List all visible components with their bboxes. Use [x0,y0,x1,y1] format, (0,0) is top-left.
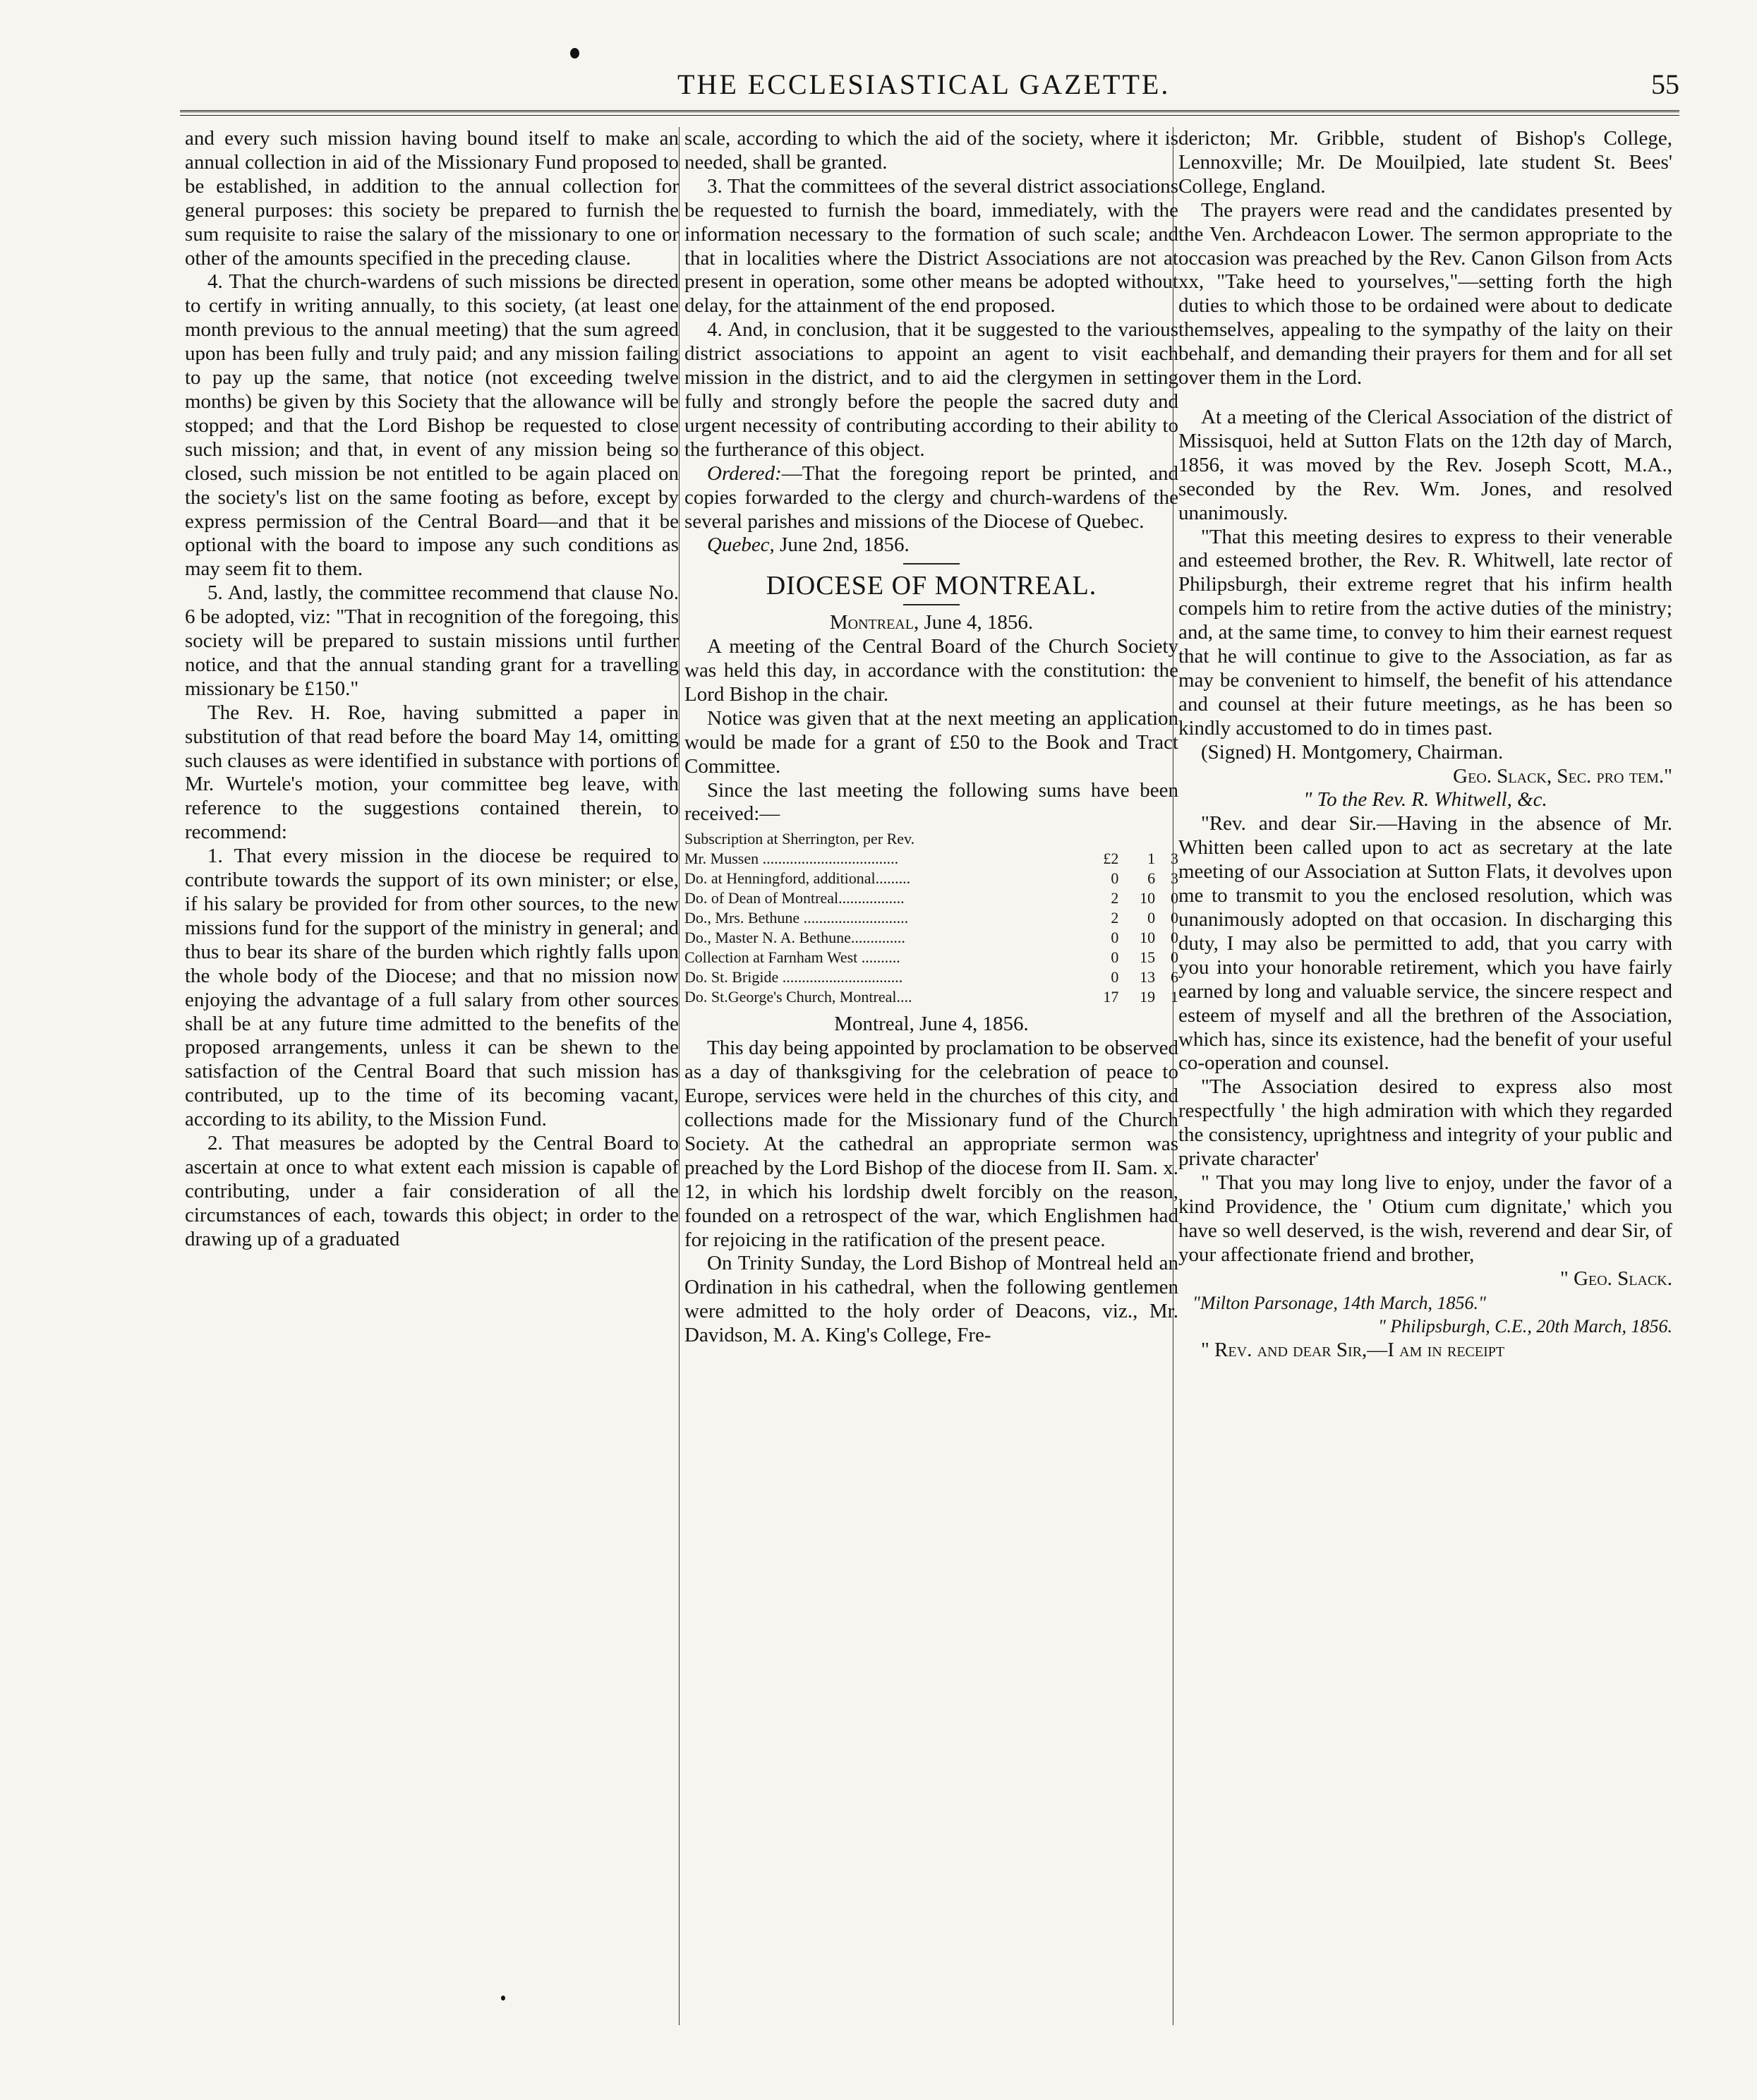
dateline-date: June 2nd, 1856. [780,533,910,557]
ordered-label: Ordered: [707,461,782,485]
paragraph: The Rev. H. Roe, having submitted a paper in substitution of that read before the board May 14, omitting such clauses as were identified in substance with portions of Mr. Wurtele's motion, your committee beg leave, with reference to the suggestions contained therein, to recommend: [185,701,679,844]
subscription-row [684,829,1178,849]
paragraph: 3. That the committees of the several district associations be requested to furnish the board, immediately, with the information necessary to the formation of such scale; and that in localities where the District Associations are not at present in operation, some other means be adopted without delay, for the attainment of the end proposed. [684,174,1178,318]
subscription-row [684,928,1178,948]
pounds-value: 0 [1111,869,1119,888]
subscription-label: Do., Mrs. Bethune ........................... [684,909,909,927]
shillings-value [1118,829,1155,849]
paragraph: This day being appointed by proclamation to be observed as a day of thanksgiving for the celebration of peace to Europe, services were held in the churches of this city, and collections made for the Missionary fund of the Church Society. At the cathedral an appropriate sermon was preached by the Lord Bishop of the diocese from II. Sam. x. 12, in which his lordship dwelt forcibly on the reason, founded on a retrospect of the war, which Englishmen had for rejoicing in the ratification of the present peace. [684,1037,1178,1251]
paragraph: Notice was given that at the next meeting an application would be made for a grant of £50 to the Book and Tract Committee. [684,706,1178,778]
subscription-row [684,849,1178,869]
paragraph: "Rev. and dear Sir.—Having in the absence of Mr. Whitten been called upon to act as secretary at the late meeting of our Association at Sutton Flats, it devolves upon me to transmit to you the enclosed resolution, which was unanimously adopted on that occasion. In discharging this duty, I may also be permitted to add, that you carry with you into your honorable retirement, which you have fairly earned by long and valuable service, the sincere respect and esteem of myself and all the brethren of the Association, which has, since its existence, had the benefit of your useful co-operation and counsel. [1178,812,1672,1075]
letter-signature: " Geo. Slack. [1559,1267,1672,1290]
subscription-label: Do., Master N. A. Bethune.............. [684,929,905,947]
pounds-value: 0 [1111,929,1119,947]
subscription-label: Collection at Farnham West .......... [684,948,900,967]
paragraph: The prayers were read and the candidates presented by the Ven. Archdeacon Lower. The sermon appropriate to the occasion was preached by the Rev. Canon Gilson from Acts xx, "Take heed to yourselves,"—setting forth the high duties to which those to be ordained were about to dedicate themselves, appealing to the sympathy of the laity on their behalf, and demanding their prayers for them and for all set over them in the Lord. [1178,198,1672,390]
section-rule [903,604,960,605]
page-number: 55 [1651,68,1679,100]
paragraph: A meeting of the Central Board of the Church Society was held this day, in accordance with the constitution: the Lord Bishop in the chair. [684,635,1178,706]
signature-line: (Signed) H. Montgomery, Chairman. [1201,740,1504,764]
ordered-paragraph [684,462,1178,534]
pounds-value: 2 [1111,889,1119,907]
subscription-label: Do. at Henningford, additional......... [684,869,911,888]
pence-value: 3 [1171,850,1178,868]
montreal-dateline [684,611,1178,635]
shillings-value: 13 [1140,968,1156,986]
paragraph: On Trinity Sunday, the Lord Bishop of Montreal held an Ordination in his cathedral, when the following gentlemen were admitted to the holy order of Deacons, viz., Mr. Davidson, M. A. King's College, Fre- [684,1252,1178,1347]
subscription-label: Do. of Dean of Montreal................. [684,889,905,907]
subscription-label: Subscription at Sherrington, per Rev. [684,830,915,848]
ordered-text: —That the foregoing report be printed, and copies forwarded to the clergy and church-wardens of the several parishes and missions of the Diocese of Quebec. [684,461,1178,533]
column-3 [1178,127,1672,1363]
subscription-label: Mr. Mussen ................................... [684,850,899,868]
paragraph: dericton; Mr. Gribble, student of Bishop's College, Lennoxville; Mr. De Mouilpied, late student St. Bees' College, England. [1178,127,1672,198]
shillings-value: 10 [1140,929,1156,947]
pence-value: 6 [1171,968,1178,986]
column-2 [684,127,1178,1348]
shillings-value: 1 [1147,850,1156,868]
pounds-value: £2 [1103,850,1119,868]
pounds-value: 2 [1111,909,1119,927]
pence-value: 0 [1171,929,1178,947]
dateline-place: Quebec, [707,533,775,557]
pounds-value: 0 [1111,948,1119,967]
shillings-value: 6 [1147,869,1156,888]
pence-value: 3 [1171,869,1178,888]
page-title: THE ECCLESIASTICAL GAZETTE. [677,68,1171,100]
signature-line: Geo. Slack, Sec. pro tem." [1453,764,1672,788]
subscription-label: Do. St.George's Church, Montreal.... [684,988,912,1006]
paragraph: 1. That every mission in the diocese be required to contribute towards the support of its own minister; or else, if his salary be provided for from other sources, to the new missions fund for the support of the ministry in general; and thus to bear its share of the burden which rightly falls upon the whole body of the Diocese; and that no mission now enjoying the advantage of a full salary from other sources shall be at any future time admitted to the benefits of the proposed arrangements, unless it can be shewn to the satisfaction of the Central Board that such mission has contributed, up to the time of its becoming vacant, according to its ability, to the Mission Fund. [185,845,679,1131]
paragraph: 4. And, in conclusion, that it be suggested to the various district associations to appoint an agent to visit each mission in the district, and to aid the clergymen in setting fully and strongly before the people the sacred duty and urgent necessity of contributing according to their ability to the furtherance of this object. [684,318,1178,461]
section-heading: DIOCESE OF MONTREAL. [766,571,1097,601]
dateline-date: June 4, 1856. [924,611,1034,634]
quebec-dateline [684,533,1178,557]
column-divider [679,127,680,2025]
paragraph: "The Association desired to express also most respectfully ' the high admiration with which they regarded the consistency, uprightness and integrity of your public and private character' [1178,1075,1672,1171]
pounds-value: 17 [1103,988,1119,1006]
paragraph: At a meeting of the Clerical Association of the district of Missisquoi, held at Sutton Flats on the 12th day of March, 1856, it was moved by the Rev. Joseph Scott, M.A., seconded by the Rev. Wm. Jones, and resolved unanimously. [1178,405,1672,524]
paragraph: Since the last meeting the following sums have been received:— [684,778,1178,826]
shillings-value: 0 [1147,909,1156,927]
pence-value: 0 [1171,909,1178,927]
pounds-value [1082,829,1118,849]
paragraph: 5. And, lastly, the committee recommend that clause No. 6 be adopted, viz: "That in recognition of the foregoing, this society will be prepared to sustain missions until further notice, and that the annual standing grant for a travelling missionary be £150." [185,581,679,700]
section-rule [903,563,960,565]
shillings-value: 19 [1140,988,1156,1006]
letter-addressee: " To the Rev. R. Whitwell, &c. [1303,788,1547,811]
paragraph: " Rev. and dear Sir,—I am in receipt [1201,1339,1505,1362]
paragraph: and every such mission having bound itself to make an annual collection in aid of the Missionary Fund proposed to be established, in addition to the annual collection for general purposes: this society be prepared to furnish the sum requisite to raise the salary of the missionary to one or other of the amounts specified in the preceding clause. [185,127,679,270]
shillings-value: 10 [1140,889,1156,907]
letter-dateline: " Philipsburgh, C.E., 20th March, 1856. [1377,1316,1672,1337]
pence-value: 0 [1171,889,1178,907]
subscription-row [684,948,1178,967]
dateline-place: Montreal, [829,611,919,634]
letter-dateline: "Milton Parsonage, 14th March, 1856." [1193,1292,1486,1313]
subscription-row [684,987,1178,1007]
subscriptions-table [684,829,1178,1007]
shillings-value: 15 [1140,948,1156,967]
ink-mark [570,48,579,59]
subscription-row [684,967,1178,987]
page-header [141,68,1679,110]
subscription-row [684,908,1178,928]
subscription-row [684,888,1178,908]
montreal-dateline-2: Montreal, June 4, 1856. [834,1013,1029,1036]
pence-value: 0 [1171,948,1178,967]
pence-value: 1 [1171,988,1178,1006]
paragraph: 2. That measures be adopted by the Central Board to ascertain at once to what extent each mission is capable of contributing, under a fair consideration of all the circumstances of each, towards this object; in order to the drawing up of a graduated [185,1132,679,1250]
ink-mark [501,1996,505,2001]
header-rule [180,110,1679,116]
paragraph: " That you may long live to enjoy, under the favor of a kind Providence, the ' Otium cum dignitate,' which you have so well deserved, is the wish, reverend and dear Sir, of your affectionate friend and brother, [1178,1171,1672,1266]
column-1 [185,127,679,1252]
paragraph: "That this meeting desires to express to their venerable and esteemed brother, the Rev. R. Whitwell, late rector of Philipsburgh, their extreme regret that his infirm health compels him to retire from the active duties of the ministry; and, at the same time, to convey to him their earnest request that he will continue to give to the Association, as far as may be convenient to himself, the benefit of his attendance and counsel at their future meetings, as he has been so kindly accustomed to do in times past. [1178,525,1672,740]
pence-value [1155,829,1178,849]
paragraph: scale, according to which the aid of the society, where it is needed, shall be granted. [684,127,1178,174]
subscription-label: Do. St. Brigide ............................... [684,968,903,986]
paragraph: 4. That the church-wardens of such missions be directed to certify in writing annually, to this society, (at least one month previous to the annual meeting) that the sum agreed upon has been fully and truly paid; and any mission failing to pay up the same, that notice (not exceeding twelve months) be given by this Society that the allowance will be stopped; and that the Lord Bishop be requested to close such mission; and that, in event of any mission being so closed, such mission be not entitled to be again placed on the society's list on the same footing as before, except by express permission of the Central Board—and that it be optional with the board to impose any such conditions as may seem fit to them. [185,270,679,581]
subscription-row [684,869,1178,888]
pounds-value: 0 [1111,968,1119,986]
